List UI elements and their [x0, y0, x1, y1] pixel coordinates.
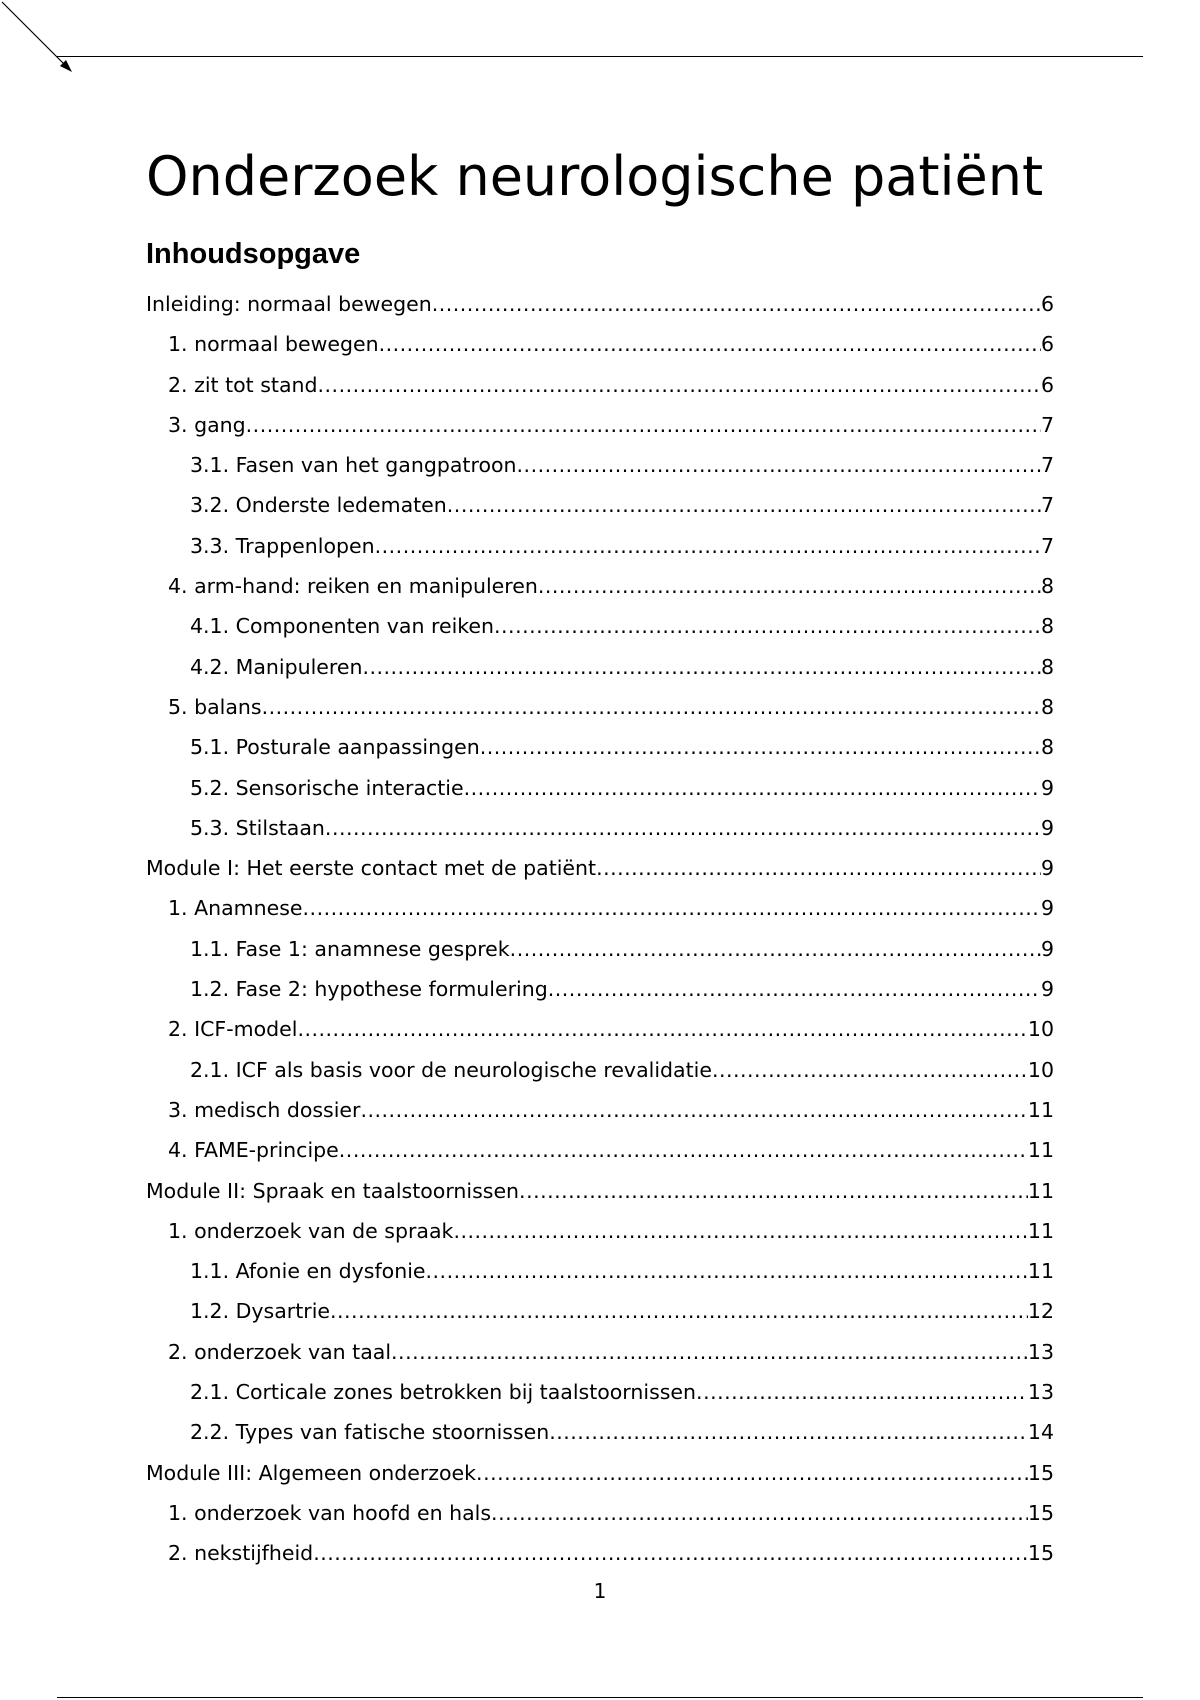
toc-entry-page: 6 — [1040, 372, 1054, 397]
toc-entry-title: 1.1. Fase 1: anamnese gesprek — [190, 936, 510, 961]
toc-dot-leader — [432, 284, 1041, 324]
toc-entry-page: 15 — [1027, 1541, 1054, 1566]
toc-entry[interactable] — [146, 768, 1054, 808]
toc-entry-page: 14 — [1027, 1420, 1054, 1445]
toc-entry-page: 7 — [1040, 412, 1054, 437]
toc-entry-page: 8 — [1040, 574, 1054, 599]
toc-dot-leader — [712, 1050, 1028, 1090]
toc-dot-leader — [548, 969, 1041, 1009]
toc-entry[interactable] — [146, 1050, 1054, 1090]
toc-entry-page: 8 — [1040, 694, 1054, 719]
toc-entry[interactable] — [146, 1090, 1054, 1130]
toc-entry-page: 7 — [1040, 453, 1054, 478]
toc-entry[interactable] — [146, 1533, 1054, 1573]
toc-entry[interactable] — [146, 969, 1054, 1009]
toc-dot-leader — [297, 1009, 1027, 1049]
page-number: 1 — [593, 1579, 607, 1603]
toc-entry-page: 7 — [1040, 493, 1054, 518]
toc-dot-leader — [491, 1493, 1028, 1533]
toc-entry-title: 4.1. Componenten van reiken — [190, 614, 495, 639]
toc-dot-leader — [246, 405, 1041, 445]
toc-entry[interactable] — [146, 1412, 1054, 1452]
toc-entry-title: 1. onderzoek van de spraak — [168, 1218, 454, 1243]
toc-dot-leader — [262, 687, 1041, 727]
toc-entry-title: 5.1. Posturale aanpassingen — [190, 735, 480, 760]
header-rule — [57, 56, 1143, 57]
toc-entry[interactable] — [146, 526, 1054, 566]
toc-entry-title: 3. medisch dossier — [168, 1097, 361, 1122]
toc-heading: Inhoudsopgave — [146, 238, 361, 270]
toc-entry-title: Module I: Het eerste contact met de patiënt — [146, 856, 597, 881]
toc-entry-title: 3.1. Fasen van het gangpatroon — [190, 453, 517, 478]
toc-entry[interactable] — [146, 1453, 1054, 1493]
corner-arrow-mark — [0, 0, 80, 80]
toc-entry-page: 11 — [1027, 1259, 1054, 1284]
toc-entry-title: Module II: Spraak en taalstoornissen — [146, 1178, 520, 1203]
toc-entry[interactable] — [146, 1009, 1054, 1049]
toc-dot-leader — [379, 324, 1041, 364]
toc-entry-page: 9 — [1040, 936, 1054, 961]
toc-entry-page: 15 — [1027, 1500, 1054, 1525]
document-title: Onderzoek neurologische patiënt — [146, 145, 1044, 208]
toc-dot-leader — [325, 808, 1041, 848]
toc-entry-title: Module III: Algemeen onderzoek — [146, 1460, 477, 1485]
toc-entry-title: Inleiding: normaal bewegen — [146, 292, 432, 316]
toc-dot-leader — [696, 1372, 1028, 1412]
toc-entry-page: 9 — [1040, 815, 1054, 840]
toc-dot-leader — [596, 848, 1041, 888]
toc-entry[interactable] — [146, 1291, 1054, 1331]
toc-entry-title: 1.2. Fase 2: hypothese formulering — [190, 977, 548, 1002]
toc-entry-page: 11 — [1027, 1218, 1054, 1243]
toc-entry-page: 8 — [1040, 654, 1054, 679]
toc-entry-title: 3. gang — [168, 412, 246, 437]
toc-entry[interactable] — [146, 445, 1054, 485]
toc-dot-leader — [494, 606, 1041, 646]
toc-dot-leader — [391, 1332, 1028, 1372]
toc-entry[interactable] — [146, 848, 1054, 888]
toc-dot-leader — [303, 888, 1041, 928]
toc-entry[interactable] — [146, 929, 1054, 969]
toc-entry-page: 11 — [1027, 1138, 1054, 1163]
toc-entry[interactable] — [146, 808, 1054, 848]
toc-entry-title: 2.2. Types van fatische stoornissen — [190, 1420, 550, 1445]
toc-entry-page: 10 — [1027, 1017, 1054, 1042]
toc-entry[interactable] — [146, 1493, 1054, 1533]
toc-entry[interactable] — [146, 647, 1054, 687]
toc-entry-title: 2. zit tot stand — [168, 372, 318, 397]
toc-entry-page: 6 — [1040, 332, 1054, 357]
toc-entry-page: 8 — [1040, 614, 1054, 639]
toc-entry[interactable] — [146, 687, 1054, 727]
toc-entry-title: 3.3. Trappenlopen — [190, 533, 375, 558]
toc-entry-title: 2.1. ICF als basis voor de neurologische revalidatie — [190, 1057, 712, 1082]
toc-entry-page: 9 — [1040, 896, 1054, 921]
toc-entry-page: 10 — [1027, 1057, 1054, 1082]
table-of-contents — [146, 284, 1054, 1574]
toc-entry[interactable] — [146, 1211, 1054, 1251]
toc-entry[interactable] — [146, 1372, 1054, 1412]
toc-entry-title: 1. normaal bewegen — [168, 332, 379, 357]
toc-entry-title: 5.2. Sensorische interactie — [190, 775, 464, 800]
toc-entry-page: 13 — [1027, 1339, 1054, 1364]
toc-entry-title: 4.2. Manipuleren — [190, 654, 363, 679]
toc-entry-title: 3.2. Onderste ledematen — [190, 493, 447, 518]
toc-entry-page: 7 — [1040, 533, 1054, 558]
toc-entry-title: 4. FAME-principe — [168, 1138, 339, 1163]
toc-dot-leader — [375, 526, 1041, 566]
toc-entry[interactable] — [146, 606, 1054, 646]
toc-dot-leader — [517, 445, 1041, 485]
toc-entry-title: 2. onderzoek van taal — [168, 1339, 392, 1364]
toc-entry[interactable] — [146, 888, 1054, 928]
toc-entry[interactable] — [146, 405, 1054, 445]
toc-entry-page: 9 — [1040, 856, 1054, 881]
toc-entry-title: 1.1. Afonie en dysfonie — [190, 1259, 426, 1284]
toc-dot-leader — [313, 1533, 1028, 1573]
toc-dot-leader — [360, 1090, 1027, 1130]
toc-entry-page: 11 — [1027, 1178, 1054, 1203]
toc-entry[interactable] — [146, 1130, 1054, 1170]
toc-dot-leader — [476, 1453, 1028, 1493]
toc-dot-leader — [318, 365, 1041, 405]
toc-dot-leader — [519, 1171, 1028, 1211]
toc-entry[interactable] — [146, 284, 1054, 324]
toc-entry-title: 1. onderzoek van hoofd en hals — [168, 1500, 492, 1525]
toc-dot-leader — [426, 1251, 1028, 1291]
toc-dot-leader — [339, 1130, 1028, 1170]
toc-entry[interactable] — [146, 1251, 1054, 1291]
toc-dot-leader — [549, 1412, 1028, 1452]
toc-entry-title: 1. Anamnese — [168, 896, 303, 921]
toc-entry[interactable] — [146, 1171, 1054, 1211]
toc-dot-leader — [538, 566, 1041, 606]
toc-entry[interactable] — [146, 566, 1054, 606]
toc-entry-page: 9 — [1040, 775, 1054, 800]
toc-entry-title: 2. ICF-model — [168, 1017, 298, 1042]
toc-entry[interactable] — [146, 324, 1054, 364]
toc-dot-leader — [480, 727, 1041, 767]
toc-dot-leader — [510, 929, 1041, 969]
toc-dot-leader — [453, 1211, 1027, 1251]
toc-entry-title: 5.3. Stilstaan — [190, 815, 325, 840]
toc-entry[interactable] — [146, 727, 1054, 767]
toc-entry-title: 1.2. Dysartrie — [190, 1299, 330, 1324]
toc-entry-page: 15 — [1027, 1460, 1054, 1485]
toc-entry[interactable] — [146, 1332, 1054, 1372]
toc-entry-title: 5. balans — [168, 694, 262, 719]
toc-entry-page: 11 — [1027, 1097, 1054, 1122]
toc-entry-title: 2.1. Corticale zones betrokken bij taalstoornissen — [190, 1380, 697, 1405]
toc-dot-leader — [464, 768, 1041, 808]
toc-entry-page: 6 — [1040, 292, 1054, 316]
toc-entry-title: 4. arm-hand: reiken en manipuleren — [168, 574, 538, 599]
toc-entry-page: 8 — [1040, 735, 1054, 760]
toc-dot-leader — [447, 485, 1041, 525]
toc-entry-page: 9 — [1040, 977, 1054, 1002]
footer-rule — [57, 1697, 1143, 1698]
toc-entry-page: 13 — [1027, 1380, 1054, 1405]
toc-entry[interactable] — [146, 485, 1054, 525]
toc-dot-leader — [330, 1291, 1028, 1331]
toc-dot-leader — [362, 647, 1040, 687]
toc-entry-page: 12 — [1027, 1299, 1054, 1324]
toc-entry[interactable] — [146, 365, 1054, 405]
toc-entry-title: 2. nekstijfheid — [168, 1541, 314, 1566]
